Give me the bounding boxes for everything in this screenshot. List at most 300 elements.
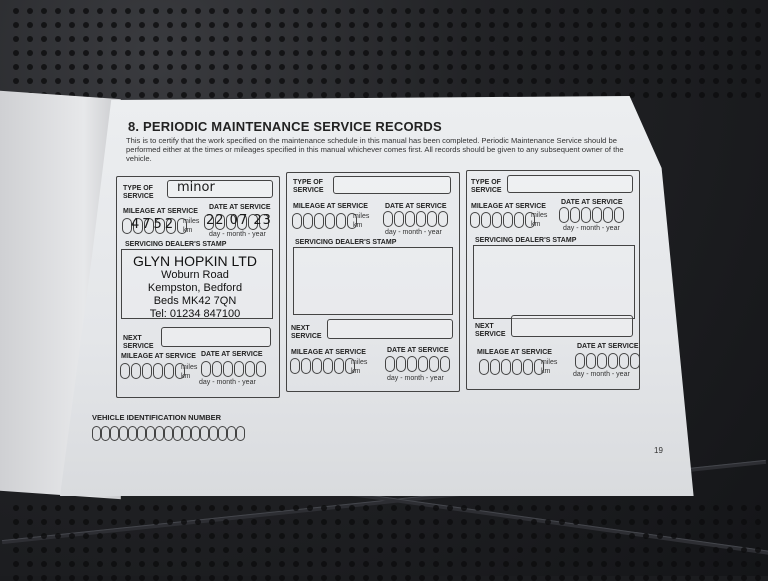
leather-perforation	[139, 36, 145, 42]
leather-perforation	[265, 64, 271, 70]
leather-perforation	[377, 533, 383, 539]
leather-perforation	[559, 50, 565, 56]
km-label: km	[181, 373, 191, 380]
leather-perforation	[713, 547, 719, 553]
vin-cells[interactable]	[92, 426, 245, 441]
leather-perforation	[475, 533, 481, 539]
date-format-label: day - month - year	[573, 371, 630, 378]
leather-perforation	[265, 36, 271, 42]
leather-perforation	[615, 8, 621, 14]
leather-perforation	[181, 78, 187, 84]
leather-perforation	[377, 547, 383, 553]
leather-perforation	[475, 92, 481, 98]
leather-perforation	[685, 505, 691, 511]
leather-perforation	[727, 547, 733, 553]
date-cells[interactable]	[559, 207, 624, 223]
leather-perforation	[391, 547, 397, 553]
leather-perforation	[475, 22, 481, 28]
leather-perforation	[335, 64, 341, 70]
leather-perforation	[97, 505, 103, 511]
leather-perforation	[447, 561, 453, 567]
leather-perforation	[69, 547, 75, 553]
leather-perforation	[503, 8, 509, 14]
leather-perforation	[461, 8, 467, 14]
leather-perforation	[13, 64, 19, 70]
leather-perforation	[755, 50, 761, 56]
mileage-cells[interactable]	[470, 212, 535, 228]
leather-perforation	[475, 64, 481, 70]
leather-perforation	[601, 78, 607, 84]
page-heading: 8. PERIODIC MAINTENANCE SERVICE RECORDS	[128, 119, 442, 134]
leather-perforation	[447, 64, 453, 70]
leather-perforation	[279, 22, 285, 28]
leather-perforation	[181, 547, 187, 553]
leather-perforation	[251, 78, 257, 84]
leather-perforation	[671, 533, 677, 539]
leather-perforation	[685, 22, 691, 28]
mileage-cells[interactable]	[292, 213, 357, 229]
leather-perforation	[41, 50, 47, 56]
leather-perforation	[111, 533, 117, 539]
leather-perforation	[181, 505, 187, 511]
leather-perforation	[727, 519, 733, 525]
leather-perforation	[349, 22, 355, 28]
next-service-field[interactable]	[327, 319, 453, 339]
leather-perforation	[349, 8, 355, 14]
leather-perforation	[181, 561, 187, 567]
leather-perforation	[741, 533, 747, 539]
leather-perforation	[237, 92, 243, 98]
leather-perforation	[713, 561, 719, 567]
leather-perforation	[475, 519, 481, 525]
leather-perforation	[629, 519, 635, 525]
leather-perforation	[321, 561, 327, 567]
leather-perforation	[573, 519, 579, 525]
type-of-service-label: TYPE OF SERVICE	[471, 179, 502, 194]
leather-perforation	[363, 36, 369, 42]
leather-perforation	[237, 22, 243, 28]
leather-perforation	[545, 505, 551, 511]
leather-perforation	[69, 561, 75, 567]
leather-perforation	[405, 64, 411, 70]
leather-perforation	[545, 22, 551, 28]
leather-perforation	[27, 8, 33, 14]
leather-perforation	[125, 92, 131, 98]
leather-perforation	[153, 547, 159, 553]
leather-perforation	[97, 8, 103, 14]
leather-perforation	[461, 64, 467, 70]
leather-perforation	[419, 22, 425, 28]
leather-perforation	[503, 505, 509, 511]
leather-perforation	[671, 78, 677, 84]
leather-perforation	[447, 533, 453, 539]
leather-perforation	[139, 64, 145, 70]
leather-perforation	[83, 36, 89, 42]
leather-perforation	[321, 92, 327, 98]
leather-perforation	[699, 64, 705, 70]
leather-perforation	[335, 533, 341, 539]
dealer-name: GLYN HOPKIN LTD	[133, 253, 257, 269]
leather-perforation	[251, 50, 257, 56]
leather-perforation	[741, 8, 747, 14]
leather-perforation	[713, 78, 719, 84]
leather-perforation	[41, 8, 47, 14]
type-of-service-field[interactable]	[507, 175, 633, 193]
leather-perforation	[279, 50, 285, 56]
type-of-service-field[interactable]	[333, 176, 451, 194]
leather-perforation	[335, 561, 341, 567]
leather-perforation	[363, 50, 369, 56]
leather-perforation	[321, 64, 327, 70]
leather-perforation	[223, 36, 229, 42]
leather-perforation	[349, 561, 355, 567]
leather-perforation	[167, 505, 173, 511]
leather-perforation	[363, 533, 369, 539]
leather-perforation	[237, 519, 243, 525]
leather-perforation	[531, 36, 537, 42]
km-label: km	[531, 221, 541, 228]
leather-perforation	[307, 64, 313, 70]
leather-perforation	[433, 22, 439, 28]
leather-perforation	[503, 50, 509, 56]
leather-perforation	[111, 547, 117, 553]
leather-perforation	[461, 561, 467, 567]
next-service-label: NEXT SERVICE	[475, 323, 506, 338]
mileage-at-service-label: MILEAGE AT SERVICE	[477, 349, 552, 356]
leather-perforation	[125, 547, 131, 553]
leather-perforation	[111, 78, 117, 84]
leather-perforation	[111, 36, 117, 42]
leather-perforation	[657, 50, 663, 56]
leather-perforation	[433, 8, 439, 14]
date-at-service-label: DATE AT SERVICE	[387, 347, 449, 354]
leather-perforation	[293, 533, 299, 539]
leather-perforation	[713, 64, 719, 70]
leather-perforation	[727, 64, 733, 70]
leather-perforation	[69, 8, 75, 14]
leather-perforation	[503, 78, 509, 84]
leather-perforation	[587, 22, 593, 28]
leather-perforation	[41, 505, 47, 511]
leather-perforation	[293, 547, 299, 553]
leather-perforation	[657, 22, 663, 28]
leather-perforation	[125, 64, 131, 70]
leather-perforation	[139, 22, 145, 28]
date-cells[interactable]	[201, 361, 266, 377]
leather-perforation	[587, 8, 593, 14]
leather-perforation	[433, 92, 439, 98]
leather-perforation	[405, 547, 411, 553]
leather-perforation	[741, 519, 747, 525]
leather-perforation	[699, 8, 705, 14]
leather-perforation	[111, 8, 117, 14]
leather-perforation	[545, 561, 551, 567]
leather-perforation	[223, 22, 229, 28]
leather-perforation	[475, 50, 481, 56]
leather-perforation	[573, 505, 579, 511]
leather-perforation	[671, 8, 677, 14]
leather-perforation	[195, 547, 201, 553]
mileage-at-service-label: MILEAGE AT SERVICE	[471, 203, 546, 210]
leather-perforation	[223, 519, 229, 525]
leather-perforation	[41, 519, 47, 525]
leather-perforation	[69, 519, 75, 525]
leather-perforation	[265, 533, 271, 539]
next-service-field[interactable]	[161, 327, 271, 347]
leather-perforation	[685, 8, 691, 14]
leather-perforation	[153, 519, 159, 525]
leather-perforation	[41, 547, 47, 553]
leather-perforation	[69, 50, 75, 56]
date-cells[interactable]	[575, 353, 640, 369]
leather-perforation	[475, 36, 481, 42]
leather-perforation	[349, 64, 355, 70]
leather-perforation	[27, 36, 33, 42]
leather-perforation	[139, 8, 145, 14]
leather-perforation	[153, 36, 159, 42]
leather-perforation	[363, 519, 369, 525]
km-label: km	[351, 368, 361, 375]
leather-perforation	[657, 92, 663, 98]
leather-perforation	[391, 78, 397, 84]
leather-perforation	[657, 78, 663, 84]
leather-perforation	[517, 36, 523, 42]
leather-perforation	[559, 64, 565, 70]
leather-perforation	[363, 22, 369, 28]
leather-perforation	[713, 36, 719, 42]
leather-perforation	[433, 36, 439, 42]
leather-perforation	[363, 64, 369, 70]
leather-perforation	[531, 505, 537, 511]
leather-perforation	[685, 533, 691, 539]
leather-perforation	[167, 78, 173, 84]
service-record-2	[286, 172, 460, 392]
next-service-field[interactable]	[511, 315, 633, 337]
leather-perforation	[461, 519, 467, 525]
leather-perforation	[83, 505, 89, 511]
date-cells[interactable]	[385, 356, 450, 372]
leather-perforation	[601, 8, 607, 14]
leather-perforation	[27, 519, 33, 525]
leather-perforation	[83, 64, 89, 70]
leather-perforation	[433, 547, 439, 553]
leather-perforation	[321, 8, 327, 14]
leather-perforation	[153, 50, 159, 56]
leather-perforation	[573, 561, 579, 567]
leather-perforation	[307, 78, 313, 84]
date-at-service-label: DATE AT SERVICE	[577, 343, 639, 350]
leather-perforation	[195, 533, 201, 539]
leather-perforation	[713, 92, 719, 98]
leather-perforation	[83, 8, 89, 14]
leather-perforation	[363, 92, 369, 98]
mileage-cells[interactable]	[479, 359, 544, 375]
leather-perforation	[587, 547, 593, 553]
leather-perforation	[461, 22, 467, 28]
leather-perforation	[153, 22, 159, 28]
leather-perforation	[643, 22, 649, 28]
leather-perforation	[377, 78, 383, 84]
date-cells[interactable]	[383, 211, 448, 227]
leather-perforation	[237, 505, 243, 511]
leather-perforation	[615, 36, 621, 42]
mileage-cells[interactable]	[290, 358, 355, 374]
leather-perforation	[237, 533, 243, 539]
leather-perforation	[531, 22, 537, 28]
leather-perforation	[685, 547, 691, 553]
leather-perforation	[293, 78, 299, 84]
leather-perforation	[461, 92, 467, 98]
leather-perforation	[41, 561, 47, 567]
leather-perforation	[111, 519, 117, 525]
leather-perforation	[727, 561, 733, 567]
leather-perforation	[475, 547, 481, 553]
leather-perforation	[111, 22, 117, 28]
leather-perforation	[363, 78, 369, 84]
leather-perforation	[251, 22, 257, 28]
leather-perforation	[335, 547, 341, 553]
leather-perforation	[13, 8, 19, 14]
leather-perforation	[41, 22, 47, 28]
leather-perforation	[755, 78, 761, 84]
leather-perforation	[517, 519, 523, 525]
leather-perforation	[223, 547, 229, 553]
leather-perforation	[629, 561, 635, 567]
leather-perforation	[657, 64, 663, 70]
leather-perforation	[615, 547, 621, 553]
leather-perforation	[279, 561, 285, 567]
leather-perforation	[699, 519, 705, 525]
next-service-label: NEXT SERVICE	[291, 325, 322, 340]
dealer-stamp-label: SERVICING DEALER'S STAMP	[475, 237, 577, 244]
leather-perforation	[475, 8, 481, 14]
mileage-cells[interactable]	[120, 363, 185, 379]
leather-perforation	[545, 64, 551, 70]
leather-perforation	[685, 64, 691, 70]
leather-perforation	[13, 519, 19, 525]
leather-perforation	[643, 547, 649, 553]
leather-perforation	[587, 78, 593, 84]
leather-perforation	[13, 50, 19, 56]
leather-perforation	[139, 519, 145, 525]
leather-perforation	[545, 78, 551, 84]
leather-perforation	[643, 50, 649, 56]
leather-perforation	[433, 519, 439, 525]
leather-perforation	[587, 561, 593, 567]
leather-perforation	[251, 36, 257, 42]
leather-perforation	[755, 92, 761, 98]
leather-perforation	[125, 505, 131, 511]
leather-perforation	[699, 36, 705, 42]
leather-perforation	[727, 8, 733, 14]
leather-perforation	[503, 36, 509, 42]
leather-perforation	[349, 50, 355, 56]
leather-perforation	[153, 92, 159, 98]
leather-perforation	[461, 505, 467, 511]
leather-perforation	[419, 519, 425, 525]
leather-perforation	[377, 519, 383, 525]
leather-perforation	[13, 36, 19, 42]
leather-perforation	[335, 8, 341, 14]
leather-perforation	[55, 50, 61, 56]
leather-perforation	[447, 22, 453, 28]
leather-perforation	[671, 561, 677, 567]
leather-perforation	[83, 533, 89, 539]
leather-perforation	[531, 64, 537, 70]
leather-perforation	[265, 561, 271, 567]
leather-perforation	[671, 519, 677, 525]
leather-perforation	[55, 505, 61, 511]
leather-perforation	[223, 92, 229, 98]
leather-perforation	[755, 64, 761, 70]
leather-perforation	[167, 519, 173, 525]
date-at-service-label: DATE AT SERVICE	[561, 199, 623, 206]
leather-perforation	[671, 92, 677, 98]
leather-perforation	[125, 561, 131, 567]
leather-perforation	[153, 561, 159, 567]
leather-perforation	[433, 50, 439, 56]
leather-perforation	[139, 505, 145, 511]
leather-perforation	[349, 533, 355, 539]
leather-perforation	[671, 547, 677, 553]
dealer-stamp-box[interactable]	[293, 247, 453, 315]
leather-perforation	[349, 505, 355, 511]
leather-perforation	[83, 561, 89, 567]
leather-perforation	[615, 22, 621, 28]
leather-perforation	[139, 50, 145, 56]
leather-perforation	[601, 22, 607, 28]
leather-perforation	[251, 92, 257, 98]
leather-perforation	[223, 50, 229, 56]
leather-perforation	[13, 505, 19, 511]
leather-perforation	[727, 92, 733, 98]
leather-perforation	[167, 92, 173, 98]
leather-perforation	[559, 8, 565, 14]
leather-perforation	[55, 36, 61, 42]
leather-perforation	[405, 22, 411, 28]
leather-perforation	[265, 22, 271, 28]
leather-perforation	[489, 36, 495, 42]
leather-perforation	[699, 78, 705, 84]
miles-label: miles	[541, 359, 558, 366]
leather-perforation	[69, 78, 75, 84]
leather-perforation	[419, 92, 425, 98]
leather-perforation	[447, 547, 453, 553]
leather-perforation	[573, 50, 579, 56]
leather-perforation	[167, 561, 173, 567]
leather-perforation	[503, 64, 509, 70]
leather-perforation	[349, 547, 355, 553]
leather-perforation	[237, 64, 243, 70]
leather-perforation	[671, 36, 677, 42]
leather-perforation	[55, 8, 61, 14]
leather-perforation	[265, 92, 271, 98]
leather-perforation	[27, 505, 33, 511]
leather-perforation	[265, 8, 271, 14]
leather-perforation	[405, 561, 411, 567]
leather-perforation	[587, 533, 593, 539]
leather-perforation	[615, 561, 621, 567]
leather-perforation	[727, 505, 733, 511]
leather-perforation	[447, 505, 453, 511]
leather-perforation	[209, 22, 215, 28]
leather-perforation	[27, 64, 33, 70]
dealer-stamp-box[interactable]	[473, 245, 635, 319]
leather-perforation	[391, 36, 397, 42]
leather-perforation	[755, 519, 761, 525]
leather-perforation	[293, 36, 299, 42]
leather-perforation	[685, 50, 691, 56]
